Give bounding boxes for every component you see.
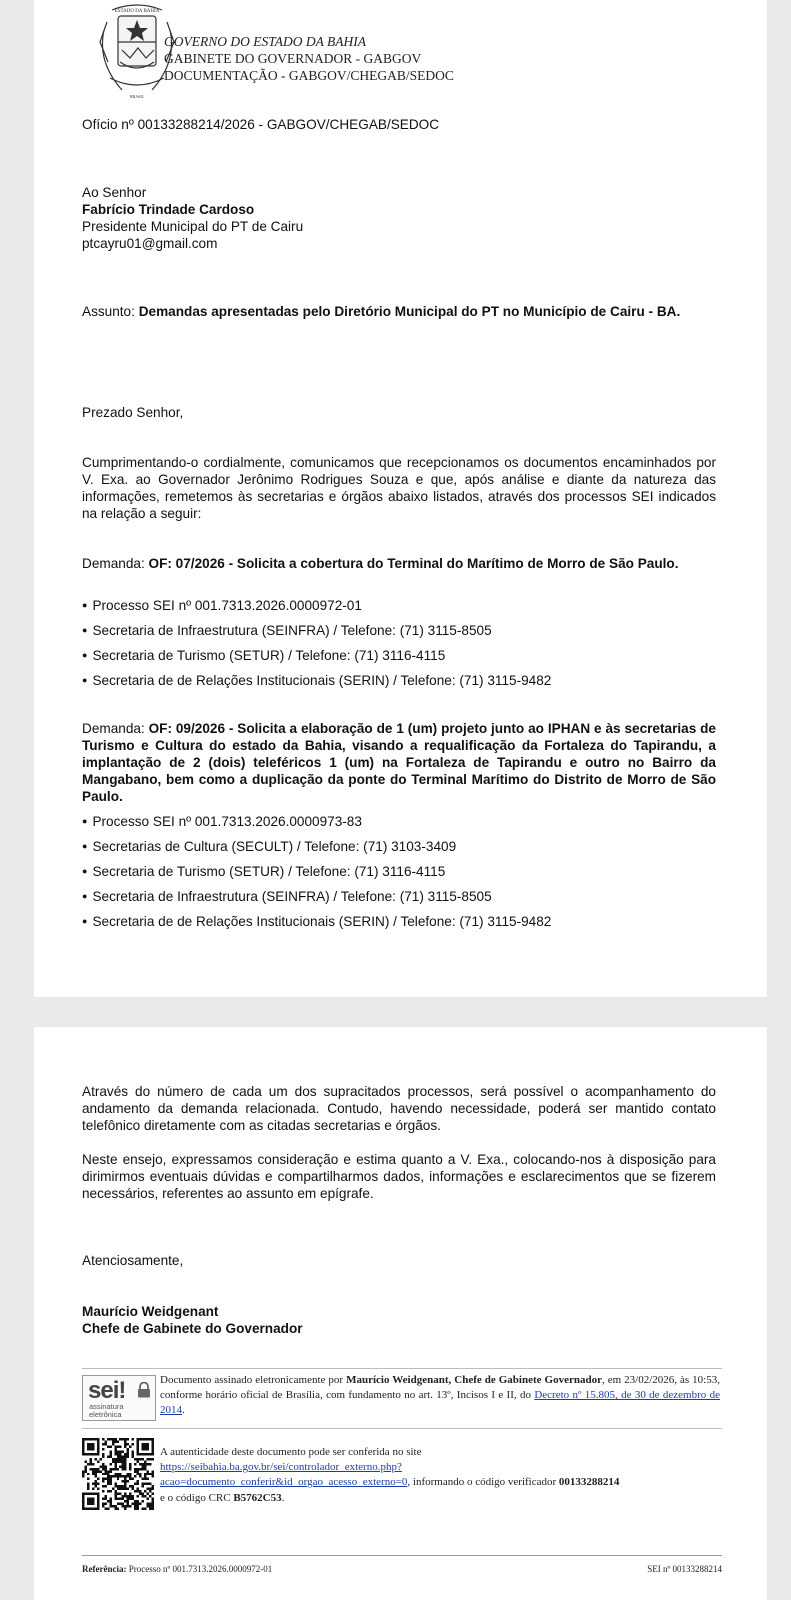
sig-text-b: , em 23/02/2026, às 10:53, conforme horário oficial de Brasília, com fundamento no art. 13º, Incisos I e II, do — [160, 1374, 720, 1402]
demand-2-item: ● Secretaria de Infraestrutura (SEINFRA) / Telefone: (71) 3115-8505 — [82, 888, 492, 907]
demand-1-item: ● Secretaria de Turismo (SETUR) / Telefone: (71) 3116-4115 — [82, 647, 445, 666]
footer-divider — [82, 1555, 722, 1556]
document-page-2 — [34, 1027, 767, 1600]
signer-role: Chefe de Gabinete do Governador — [82, 1321, 303, 1336]
closing-paragraph: Neste ensejo, expressamos consideração e estima quanto a V. Exa., colocando-nos à disposição para dirimirmos eventuais dúvidas e compartilharmos dados, informações e esclarecimentos que se fizerem necessários, referentes ao assunto em epígrafe. — [82, 1152, 716, 1201]
auth-url-2[interactable]: acao=documento_conferir&id_orgao_acesso_externo=0 — [160, 1476, 408, 1489]
recipient-role: Presidente Municipal do PT de Cairu — [82, 219, 304, 234]
signer-name: Maurício Weidgenant — [82, 1304, 219, 1319]
demand-1-title: OF: 07/2026 - Solicita a cobertura do Terminal do Marítimo de Morro de São Paulo. — [148, 556, 679, 571]
divider — [82, 1428, 722, 1429]
subject-line — [82, 303, 716, 320]
sei-logo-sub-2: eletrônica — [89, 1409, 122, 1419]
sig-signer: Maurício Weidgenant, Chefe de Gabinete Governador — [346, 1374, 602, 1386]
letterhead-government: GOVERNO DO ESTADO DA BAHIA — [164, 34, 366, 49]
recipient-salutation: Ao Senhor — [82, 185, 147, 200]
demand-1-item: ● Processo SEI nº 001.7313.2026.0000972-01 — [82, 597, 362, 616]
demand-1-item: ● Secretaria de Infraestrutura (SEINFRA) / Telefone: (71) 3115-8505 — [82, 622, 492, 641]
demand-2-item: ● Secretaria de de Relações Institucionais (SERIN) / Telefone: (71) 3115-9482 — [82, 913, 551, 932]
demand-2-item: ● Secretarias de Cultura (SECULT) / Telefone: (71) 3103-3409 — [82, 838, 456, 857]
divider — [82, 1368, 722, 1369]
intro-paragraph: Cumprimentando-o cordialmente, comunicamos que recepcionamos os documentos encaminhados por V. Exa. ao Governador Jerônimo Rodrigues Souza e que, após análise e diante da natureza das informações, remetemos às secretarias e órgãos abaixo listados, através dos processos SEI indicados na relação a seguir: — [82, 455, 716, 521]
demand-1-label: Demanda: — [82, 556, 145, 571]
sig-text-a: Documento assinado eletronicamente por — [160, 1374, 347, 1386]
demand-1-item: ● Secretaria de de Relações Institucionais (SERIN) / Telefone: (71) 3115-9482 — [82, 672, 551, 691]
demand-1-heading — [82, 555, 716, 572]
demand-2-heading — [82, 720, 716, 805]
subject-text: Demandas apresentadas pelo Diretório Municipal do PT no Município de Cairu - BA. — [138, 304, 681, 319]
demand-2-item: ● Secretaria de Turismo (SETUR) / Telefone: (71) 3116-4115 — [82, 863, 445, 882]
auth-text-b: e o código CRC — [160, 1491, 234, 1504]
document-page-1 — [34, 0, 767, 997]
sig-text-c: . — [182, 1404, 185, 1417]
letterhead-department: DOCUMENTAÇÃO - GABGOV/CHEGAB/SEDOC — [164, 68, 454, 83]
footer-ref-value: Processo nº 001.7313.2026.0000972-01 — [128, 1564, 273, 1574]
crest-caption: ESTADO DA BAHIA — [114, 9, 160, 14]
verification-code: 00133288214 — [558, 1476, 620, 1489]
authenticity-text — [160, 1445, 720, 1506]
oficio-number: Ofício nº 00133288214/2026 - GABGOV/CHEGAB/SEDOC — [82, 117, 440, 132]
closing-salutation: Atenciosamente, — [82, 1253, 184, 1268]
electronic-signature-text — [160, 1373, 720, 1419]
auth-line-1: A autenticidade deste documento pode ser conferida no site — [160, 1446, 422, 1458]
recipient-email: ptcayru01@gmail.com — [82, 236, 218, 251]
footer-reference — [82, 1564, 272, 1574]
qr-code-icon — [82, 1438, 154, 1510]
auth-text-c: . — [281, 1491, 285, 1504]
letterhead-cabinet: GABINETE DO GOVERNADOR - GABGOV — [164, 51, 422, 66]
demand-2-item: ● Processo SEI nº 001.7313.2026.0000973-83 — [82, 813, 362, 832]
greeting: Prezado Senhor, — [82, 405, 184, 420]
sei-logo-subtitle — [89, 1403, 124, 1418]
sei-logo-text: sei! — [88, 1377, 126, 1404]
auth-url-1[interactable]: https://seibahia.ba.gov.br/sei/controlador_externo.php? — [160, 1461, 402, 1474]
demand-2-label: Demanda: — [82, 721, 145, 736]
subject-label: Assunto: — [82, 304, 135, 319]
auth-text-a: , informando o código verificador — [407, 1476, 559, 1489]
sei-logo-sub-1: assinatura — [89, 1402, 124, 1411]
recipient-name: Fabrício Trindade Cardoso — [82, 202, 255, 217]
crest-bottom-caption: BRASIL — [129, 94, 145, 99]
crc-code: B5762C53 — [233, 1491, 282, 1504]
demand-2-title: OF: 09/2026 - Solicita a elaboração de 1 (um) projeto junto ao IPHAN e às secretarias de Turismo e Cultura do estado da Bahia, visando a requalificação da Fortaleza do Tapirandu, a implantação de 2 (dois) teleféricos 1 (um) na Fortaleza de Tapirandu e outro no Bairro da Mangabano, bem como a duplicação da ponte do Terminal Marítimo do Distrito de Morro de São Paulo. — [82, 721, 716, 804]
sei-signature-logo — [82, 1375, 156, 1421]
followup-paragraph: Através do número de cada um dos supracitados processos, será possível o acompanhamento do andamento da demanda relacionada. Contudo, havendo necessidade, poderá ser mantido contato telefônico diretamente com as citadas secretarias e órgãos. — [82, 1084, 716, 1133]
footer-ref-label: Referência: — [82, 1564, 127, 1574]
lock-icon — [137, 1382, 151, 1398]
decree-link[interactable]: Decreto nº 15.805, de 30 de dezembro de 2014 — [160, 1389, 721, 1417]
footer-sei-number: SEI nº 00133288214 — [647, 1564, 722, 1574]
